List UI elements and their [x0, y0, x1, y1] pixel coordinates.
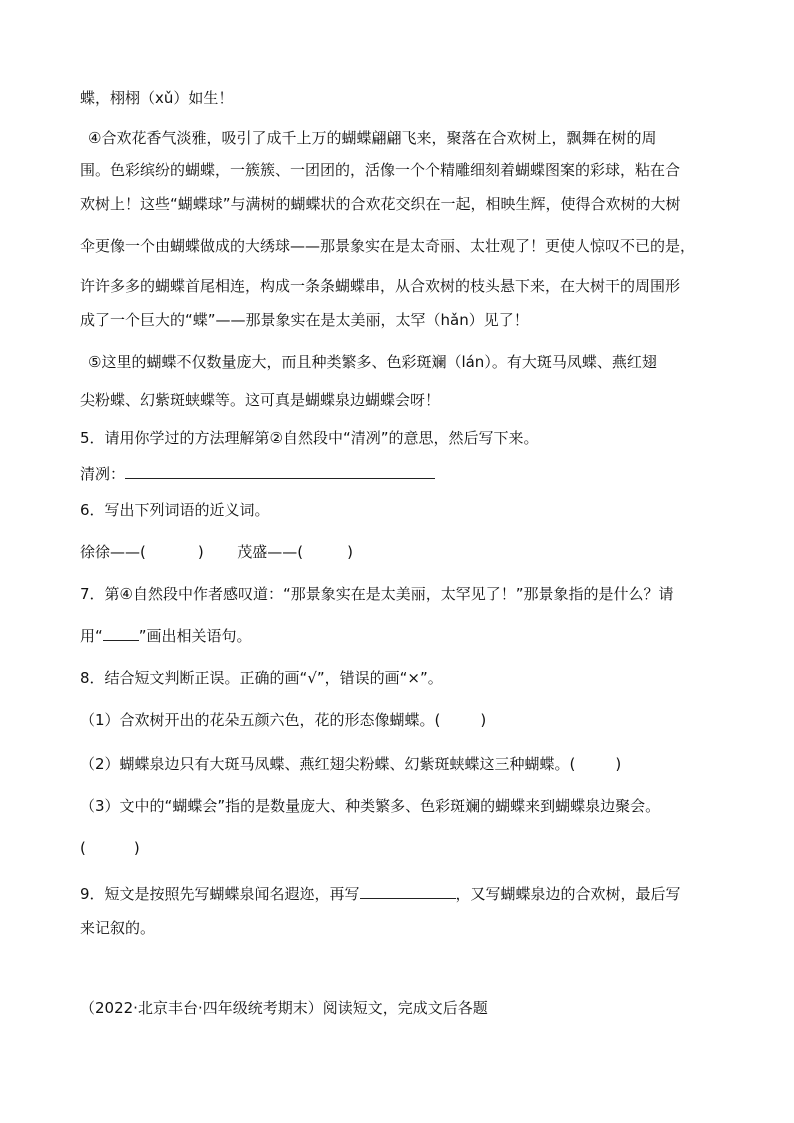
question-8-item-1: [80, 710, 486, 730]
passage-paragraph-4-line: 伞更像一个由蝴蝶做成的大绣球——那景象实在是太奇丽、太壮观了！更使人惊叹不已的是，: [80, 237, 696, 255]
question-6b-word: 茂盛——(: [237, 543, 304, 561]
question-9-text-b: ，又写蝴蝶泉边的合欢树，最后写: [455, 885, 681, 903]
question-9-answer-blank[interactable]: [360, 884, 456, 899]
question-8: 8．结合短文判断正误。正确的画“√”，错误的画“×”。: [80, 669, 443, 687]
question-8-item-2-text: （2）蝴蝶泉边只有大斑马凤蝶、燕红翅尖粉蝶、幻紫斑蛱蝶这三种蝴蝶。(: [80, 755, 576, 773]
question-8-item-3: （3）文中的“蝴蝶会”指的是数量庞大、种类繁多、色彩斑斓的蝴蝶来到蝴蝶泉边聚会。: [80, 797, 661, 815]
passage-paragraph-4-line: 围。色彩缤纷的蝴蝶，一簇簇、一团团的，活像一个个精雕细刻着蝴蝶图案的彩球，粘在合: [80, 161, 681, 179]
question-6a-word: 徐徐——(: [80, 543, 146, 561]
question-8-item-3-open-paren: (: [80, 839, 86, 857]
passage-paragraph-4-line: 成了一个巨大的“蝶”——那景象实在是太美丽，太罕（hǎn）见了！: [80, 311, 529, 329]
question-6-answer-row: [80, 542, 353, 562]
question-6b-close-paren: ): [347, 543, 353, 561]
passage-paragraph-4-line: 许许多多的蝴蝶首尾相连，构成一条条蝴蝶串，从合欢树的枝头悬下来，在大树干的周围形: [80, 277, 681, 295]
question-7-underline-sample: [103, 628, 139, 641]
question-5-answer-blank[interactable]: [125, 464, 435, 479]
question-7-line: 7．第④自然段中作者感叹道：“那景象实在是太美丽，太罕见了！”那景象指的是什么？请: [80, 585, 674, 603]
question-9-line: [80, 884, 681, 904]
passage-paragraph-5-line: ⑤这里的蝴蝶不仅数量庞大，而且种类繁多、色彩斑斓（lán）。有大斑马凤蝶、燕红翅: [88, 353, 657, 371]
passage-paragraph-5-line: 尖粉蝶、幻紫斑蛱蝶等。这可真是蝴蝶泉边蝴蝶会呀！: [80, 391, 441, 409]
question-5-answer-row: [80, 464, 435, 484]
question-8-item-2: [80, 754, 621, 774]
question-5-label: 清冽：: [80, 465, 126, 483]
question-6: 6．写出下列词语的近义词。: [80, 501, 270, 519]
passage-paragraph-4-line: ④合欢花香气淡雅，吸引了成千上万的蝴蝶翩翩飞来，聚落在合欢树上，飘舞在树的周: [88, 129, 657, 147]
question-8-item-2-close-paren: ): [615, 755, 622, 773]
question-7-prefix: 用“: [80, 627, 103, 645]
question-8-item-1-close-paren: ): [480, 711, 487, 729]
question-7-line: [80, 626, 252, 646]
passage-line: 蝶，栩栩（xǔ）如生！: [80, 89, 234, 107]
question-8-item-1-text: （1）合欢树开出的花朵五颜六色，花的形态像蝴蝶。(: [80, 711, 441, 729]
question-9-text-a: 9．短文是按照先写蝴蝶泉闻名遐迩，再写: [80, 885, 360, 903]
question-8-item-3-answer-row: [80, 838, 140, 858]
question-8-item-3-close-paren: ): [133, 839, 140, 857]
passage-paragraph-4-line: 欢树上！这些“蝴蝶球”与满树的蝴蝶状的合欢花交织在一起，相映生辉，使得合欢树的大树: [80, 195, 681, 213]
section-heading: （2022·北京丰台·四年级统考期末）阅读短文，完成文后各题: [80, 999, 488, 1017]
question-5: 5．请用你学过的方法理解第②自然段中“清冽”的意思，然后写下来。: [80, 429, 539, 447]
question-9-line: 来记叙的。: [80, 919, 156, 937]
question-6a-close-paren: ): [197, 543, 204, 561]
question-7-suffix: ”画出相关语句。: [138, 627, 252, 645]
